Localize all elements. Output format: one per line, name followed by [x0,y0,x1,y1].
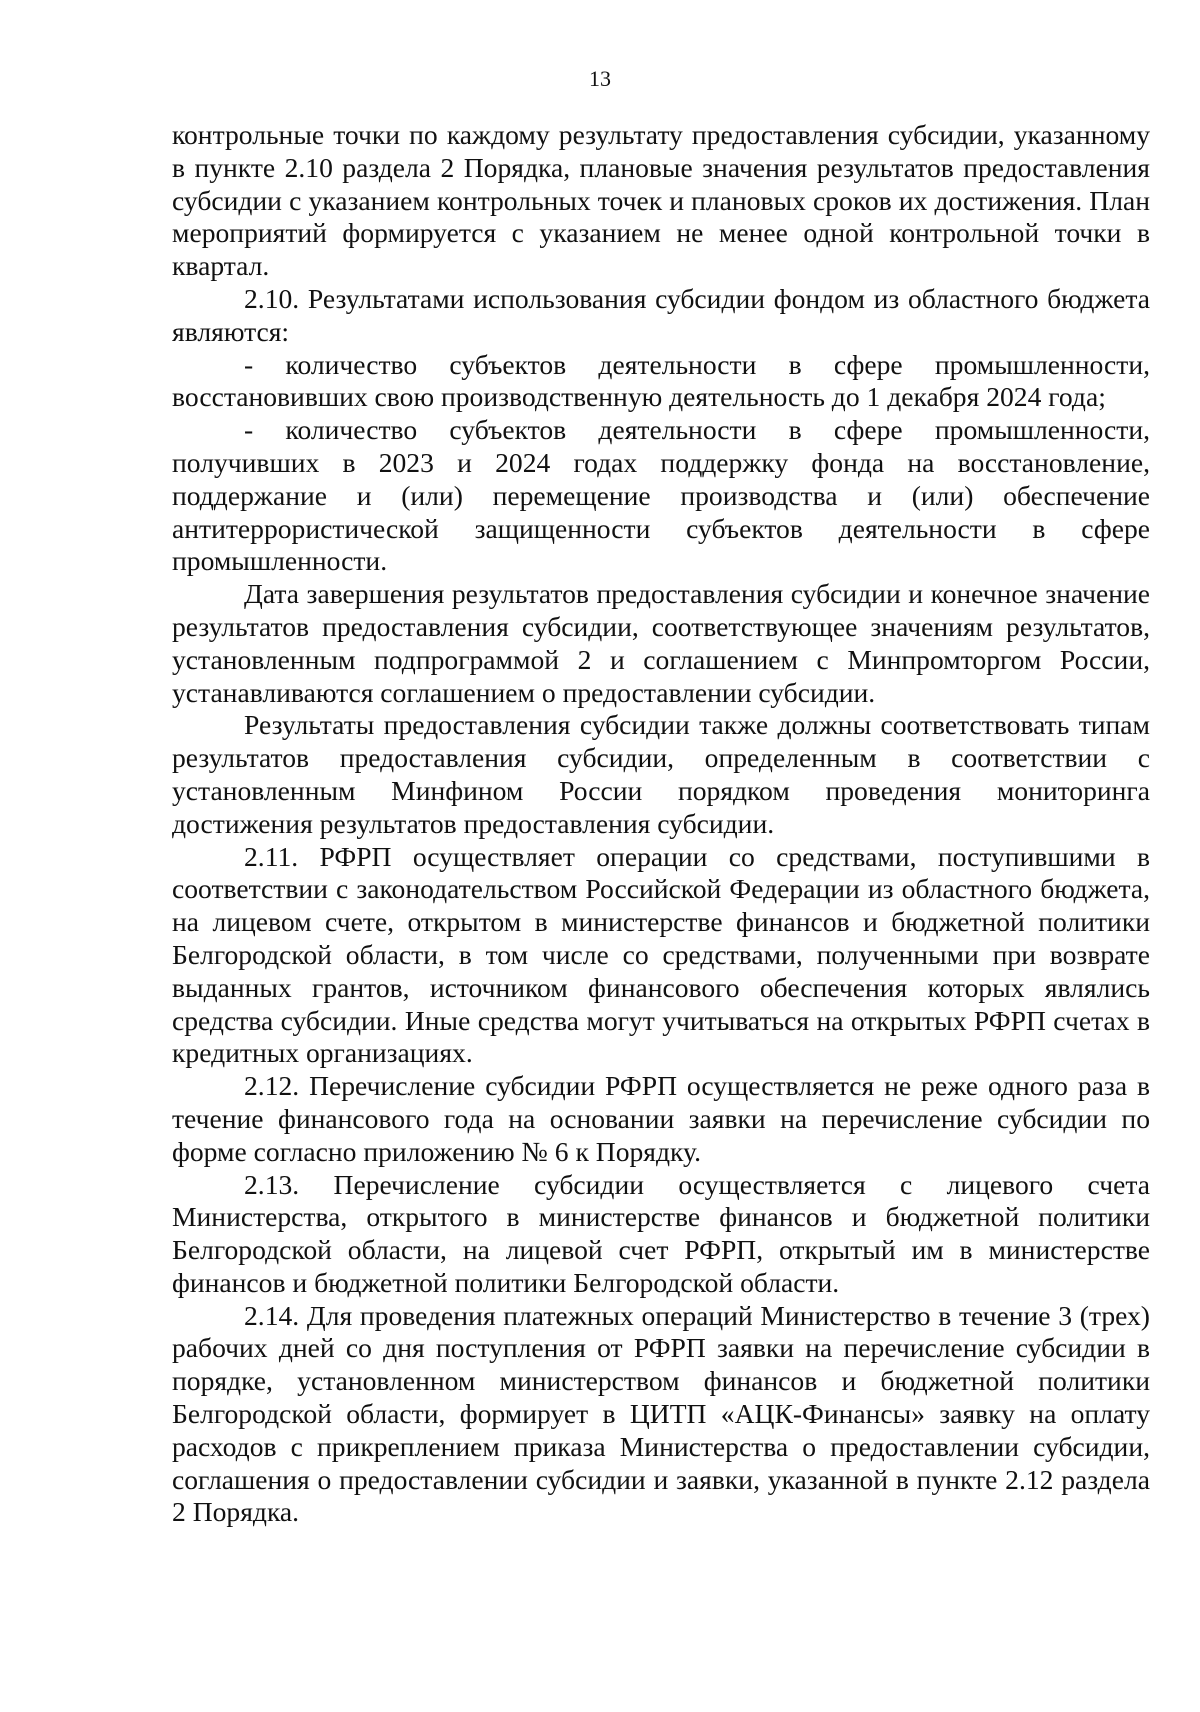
paragraph-result-types: Результаты предоставления субсидии также должны соответствовать типам результатов предоставления субсидии, определенным в соответствии с установленным Минфином России порядком проведения мониторинга достижения результатов предоставления субсидии. [172,709,1150,839]
list-item-supported-subjects: - количество субъектов деятельности в сфере промышленности, получивших в 2023 и 2024 годах поддержку фонда на восстановление, поддержание и (или) перемещение производства и (или) обеспечение антитеррористической защищенности субъектов деятельности в сфере промышленности. [172,414,1150,577]
paragraph-2-13: 2.13. Перечисление субсидии осуществляется с лицевого счета Министерства, открытого в министерстве финансов и бюджетной политики Белгородской области, на лицевой счет РФРП, открытый им в министерстве финансов и бюджетной политики Белгородской области. [172,1168,1150,1298]
paragraph-2-11: 2.11. РФРП осуществляет операции со средствами, поступившими в соответствии с законодательством Российской Федерации из областного бюджета, на лицевом счете, открытом в министерстве финансов и бюджетной политики Белгородской области, в том числе со средствами, полученными при возврате выданных грантов, источником финансового обеспечения которых являлись средства субсидии. Иные средства могут учитываться на открытых РФРП счетах в кредитных организациях. [172,840,1150,1069]
document-body [172,119,1150,1529]
page-number: 13 [589,66,611,91]
paragraph-2-10: 2.10. Результатами использования субсидии фондом из областного бюджета являются: [172,282,1150,347]
paragraph-completion-date: Дата завершения результатов предоставления субсидии и конечное значение результатов предоставления субсидии, соответствующее значениям результатов, установленным подпрограммой 2 и соглашением с Минпромторгом России, устанавливаются соглашением о предоставлении субсидии. [172,578,1150,708]
paragraph-2-12: 2.12. Перечисление субсидии РФРП осуществляется не реже одного раза в течение финансового года на основании заявки на перечисление субсидии по форме согласно приложению № 6 к Порядку. [172,1070,1150,1167]
paragraph-2-14: 2.14. Для проведения платежных операций Министерство в течение 3 (трех) рабочих дней со дня поступления от РФРП заявки на перечисление субсидии в порядке, установленном министерством финансов и бюджетной политики Белгородской области, формирует в ЦИТП «АЦК-Финансы» заявку на оплату расходов с прикреплением приказа Министерства о предоставлении субсидии, соглашения о предоставлении субсидии и заявки, указанной в пункте 2.12 раздела 2 Порядка. [172,1299,1150,1528]
list-item-restored-subjects: - количество субъектов деятельности в сфере промышленности, восстановивших свою производственную деятельность до 1 декабря 2024 года; [172,348,1150,413]
paragraph-continuation: контрольные точки по каждому результату предоставления субсидии, указанному в пункте 2.10 раздела 2 Порядка, плановые значения результатов предоставления субсидии с указанием контрольных точек и плановых сроков их достижения. План мероприятий формируется с указанием не менее одной контрольной точки в квартал. [172,119,1150,282]
